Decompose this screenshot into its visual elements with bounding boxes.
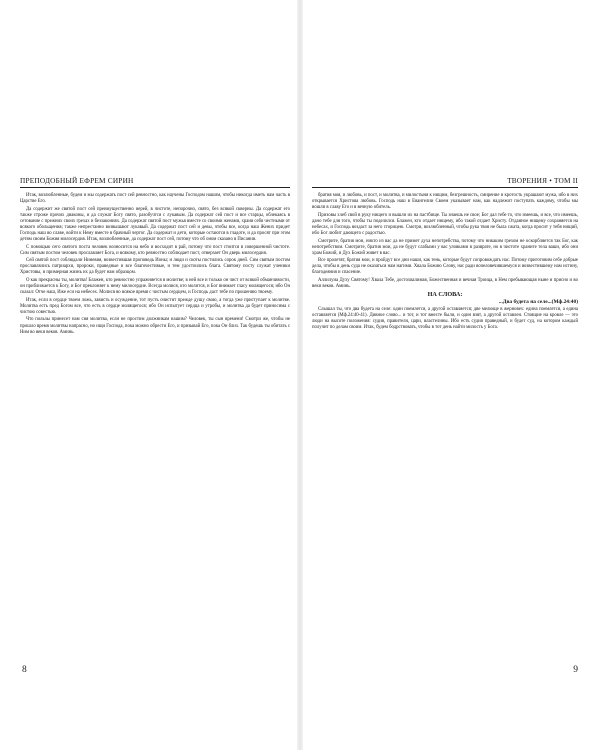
right-paragraph: Аллилуиа Духу Святому! Хвала Тебе, достохвалимая, Божественная и вечная Троица, в Нем пребывающая ныне и присно и во веки веков. Аминь. [312,277,578,290]
left-paragraph: Что пользы принесет нам сия молитва, если не простим должникам нашим? Человек, ты сын времени! Смотри же, чтобы не прошло время молитвы напрасно, но ищи Господа, пока можно обрести Его, и призывай Его, пока Он близ. Так будешь ты обитать с Ним во веки веков. Аминь. [20,317,290,335]
left-running-head: ПРЕПОДОБНЫЙ ЕФРЕМ СИРИН [20,176,134,185]
left-paragraph: Итак, если в сердце твоем ложь, зависть и осуждение, тот пусть очистит прежде душу свою, а тогда уже приступает к молитве. Молитва есть пред Богом все, что есть в сердце молящегося; ибо Он испытует сердца и утробы, и молитва да будет приносима с чистою совестью. [20,297,290,315]
right-body-text [312,193,578,333]
right-paragraph: Все пролетят, братия мои, и пройдут все дни наши, как тень, которые будут сопровождать нас. Потому приготовим себе добрые дела, чтобы в день суда не оказаться нам нагими. Хвала Божию Слову, нас ради вочеловечившемуся и возвестившему нам истину, благодеяния и спасение. [312,258,578,276]
right-page-number: 9 [573,665,578,675]
section-paragraph: Слышал ты, что два будета на селе: один поемлется, а другой оставляется; две мелюще в жерновех: едина поемлется, а едина оставляется (Мф.24:40-41). Дивное слово... и тот, и тот вместе были, и один взят, а другой оставлен. Стоящие на кровле — это люди на высоте положения: судия, правители, цари, властелины. Ибо есть судия праведный, и будет суд, на котором каждый получит по делам своим. Итак, будем бодрствовать, чтобы в тот день найти милость у Бога. [312,306,578,331]
section-title: НА СЛОВА: [427,290,463,298]
left-paragraph: Да содержит же святой пост сей преимущественно иерей, в чистоте, непорочно, свято, без всякой скверны. Да содержат его также строже прочих диаконы, и да служат Богу свято, разобучтся с лукавым. Да содержат сей пост и все старцы, облекаясь в сетование с прежних своих грехах и беззакониях. Да содержат святой пост мужья вместе со своими женами, храня себя честными от всякого обольщения; также непрестанно возвышают лукавый. Да содержат пост сей и девы, чтобы все, когда наш Жених придет Господь наш во славе, войти к Нему вместе в брачный чертог. Да содержат и дети, которые остаются в гладоте, и да просят при этом детям своим Божия милосердия. Итак, возлюбленные, да содержат пост сей, потому что об оном сказано в Писании. [20,206,290,242]
left-paragraph: С помощью сего святого поста человек возносится на небо и восходит в рай, потому что пост стоится в совершенной чистоте. Сим святым постом человек прославляет Бога, и всякому, кто ревностно соблюдает пост, отверзает Он дверь милосердия. [20,244,290,256]
left-paragraph: Итак, возлюбленные, будем и мы содержать пост сей ревностно, как научены Господом нашим, чтобы никогда иметь нам часть в Царстве Его. [20,193,290,205]
right-paragraph: Призовы хлеб свой в руку нищего и вышли их на пастбище. Ты знаешь не свое; Бог дал тебе то, что имеешь, и все, что имеешь, дано тебе для того, чтобы ты поделился. Блажен, кто отдает нищему, ибо такой отдает Христу. Отданное нищему сохраняется на небесах, и Господь воздаст за него сторицею. Смотри, возлюбленный, чтобы рука твоя не была сжата, когда просит у тебя нищий, ибо Бог любит дающего с радостью. [312,212,578,236]
left-body-text [20,193,290,337]
section-epigraph: ...Два будета на селе...(Мф.24:40) [498,299,578,306]
right-page [300,0,600,750]
right-paragraph: Смотрите, братия мои, никто из вас да не примет духа непотребства, потому что никаким грехом не оскорбляется так Бог, как непотребством. Смотрите, братия мои, да не будут слабыми у вас уловками в разврате, но в чистоте храните тела ваши, ибо они храм Божий, и Дух Божий живет в вас. [312,238,578,256]
right-running-head: ТВОРЕНИЯ • ТОМ II [507,176,578,185]
left-page-number: 8 [22,665,27,675]
right-paragraph: братия моя, и любовь, и пост, и молитва, и милостыня к нищим, безгрешность, смирение и кротость украшают мужа, ибо в них открывается Христова любовь. Господь наш в Евангелии Своем указывает нам, как надлежит поступать каждому, чтобы мы вошли в славу Его и в вечную обитель. [312,193,578,211]
left-header-rule [20,187,290,188]
right-header-rule [312,187,578,188]
left-paragraph: Сей святой пост соблюдали Ниневия, возвестившая проповедь Ионы; и люди и скоты постились сорок дней. Сим святым постом прославлялись патриархи, пророки, праведные и все благочестивые, и тем удостоились блага. Святому посту служат ученики Христовы, и примерная жизнь их да будет нам образцом. [20,258,290,276]
left-paragraph: О как прекрасны ты, молитва! Блажен, кто ревностно упражняется в молитве; в ней все и только он чист от всякой обманчивости, он приближается к Богу, и Бог преклоняет к нему милосердие. Всегда молися, кто молится, и Бог внимает гласу молящегося; ибо Он сказал: Отче наш, Иже еси на небесех. Молися во всякое время с чистым сердцем, и Господь даст тебе по прошению твоему. [20,277,290,296]
